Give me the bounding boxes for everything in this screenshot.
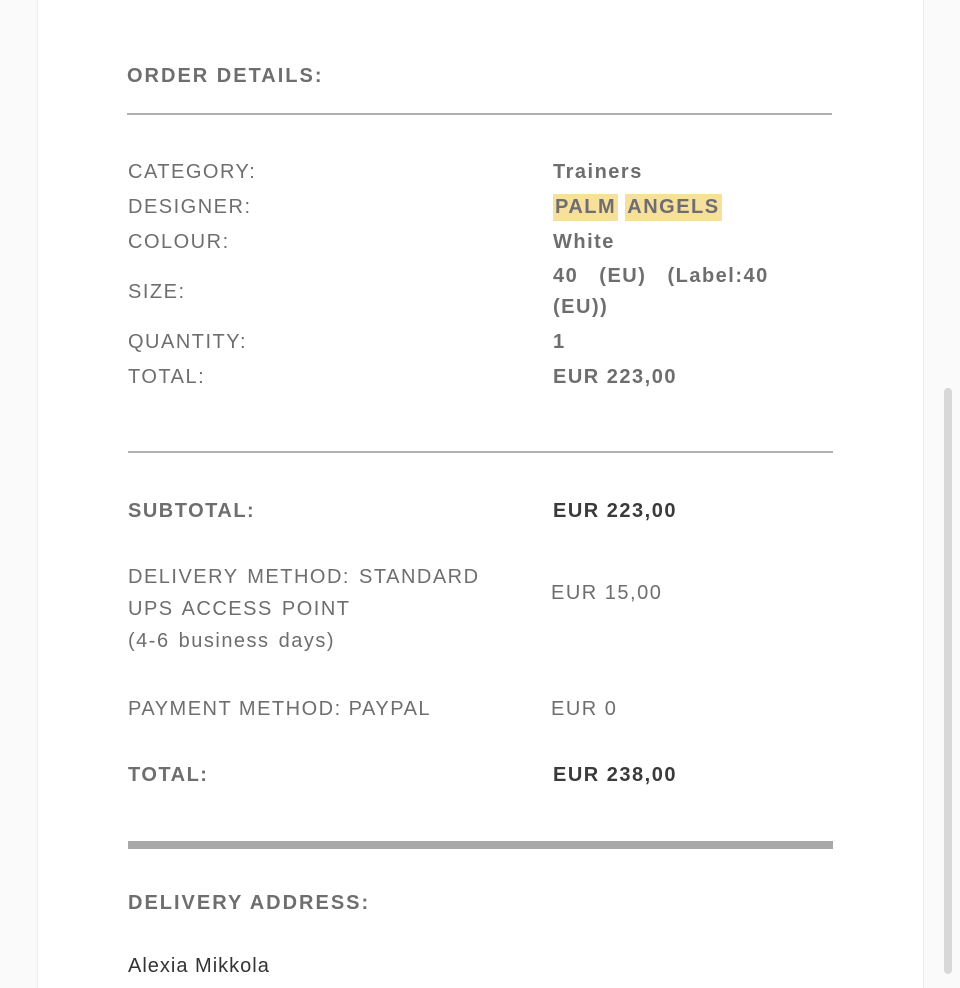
order-card	[37, 0, 924, 988]
divider-thick	[128, 841, 833, 849]
category-value: Trainers	[553, 161, 643, 183]
grand-total-value: EUR 238,00	[553, 764, 677, 786]
grand-total-label: TOTAL:	[128, 764, 209, 786]
subtotal-label: SUBTOTAL:	[128, 500, 256, 522]
designer-value[interactable]	[553, 196, 722, 219]
quantity-value: 1	[553, 331, 566, 353]
delivery-method-block	[128, 561, 518, 657]
subtotal-value: EUR 223,00	[553, 500, 677, 522]
order-details-heading: ORDER DETAILS:	[127, 65, 324, 87]
recipient-name: Alexia Mikkola	[128, 955, 270, 977]
colour-label: COLOUR:	[128, 231, 230, 253]
designer-highlight-1: PALM	[553, 194, 618, 221]
colour-value: White	[553, 231, 615, 253]
divider-top	[127, 113, 832, 115]
delivery-method-note: (4-6 business days)	[128, 630, 336, 652]
category-label: CATEGORY:	[128, 161, 257, 183]
designer-label: DESIGNER:	[128, 196, 252, 218]
size-value: 40 (EU) (Label:40 (EU))	[553, 265, 769, 318]
designer-highlight-2: ANGELS	[625, 194, 721, 221]
payment-method-label: PAYMENT METHOD: PAYPAL	[128, 698, 432, 720]
item-total-label: TOTAL:	[128, 366, 206, 388]
delivery-method-value: EUR 15,00	[551, 582, 663, 604]
vertical-scrollbar[interactable]	[944, 388, 952, 974]
size-label: SIZE:	[128, 281, 186, 303]
item-total-value: EUR 223,00	[553, 366, 677, 388]
quantity-label: QUANTITY:	[128, 331, 248, 353]
delivery-address-heading: DELIVERY ADDRESS:	[128, 892, 371, 914]
delivery-method-label: DELIVERY METHOD: STANDARD UPS ACCESS POINT	[128, 566, 480, 620]
divider-middle	[128, 451, 833, 453]
payment-method-value: EUR 0	[551, 698, 618, 720]
